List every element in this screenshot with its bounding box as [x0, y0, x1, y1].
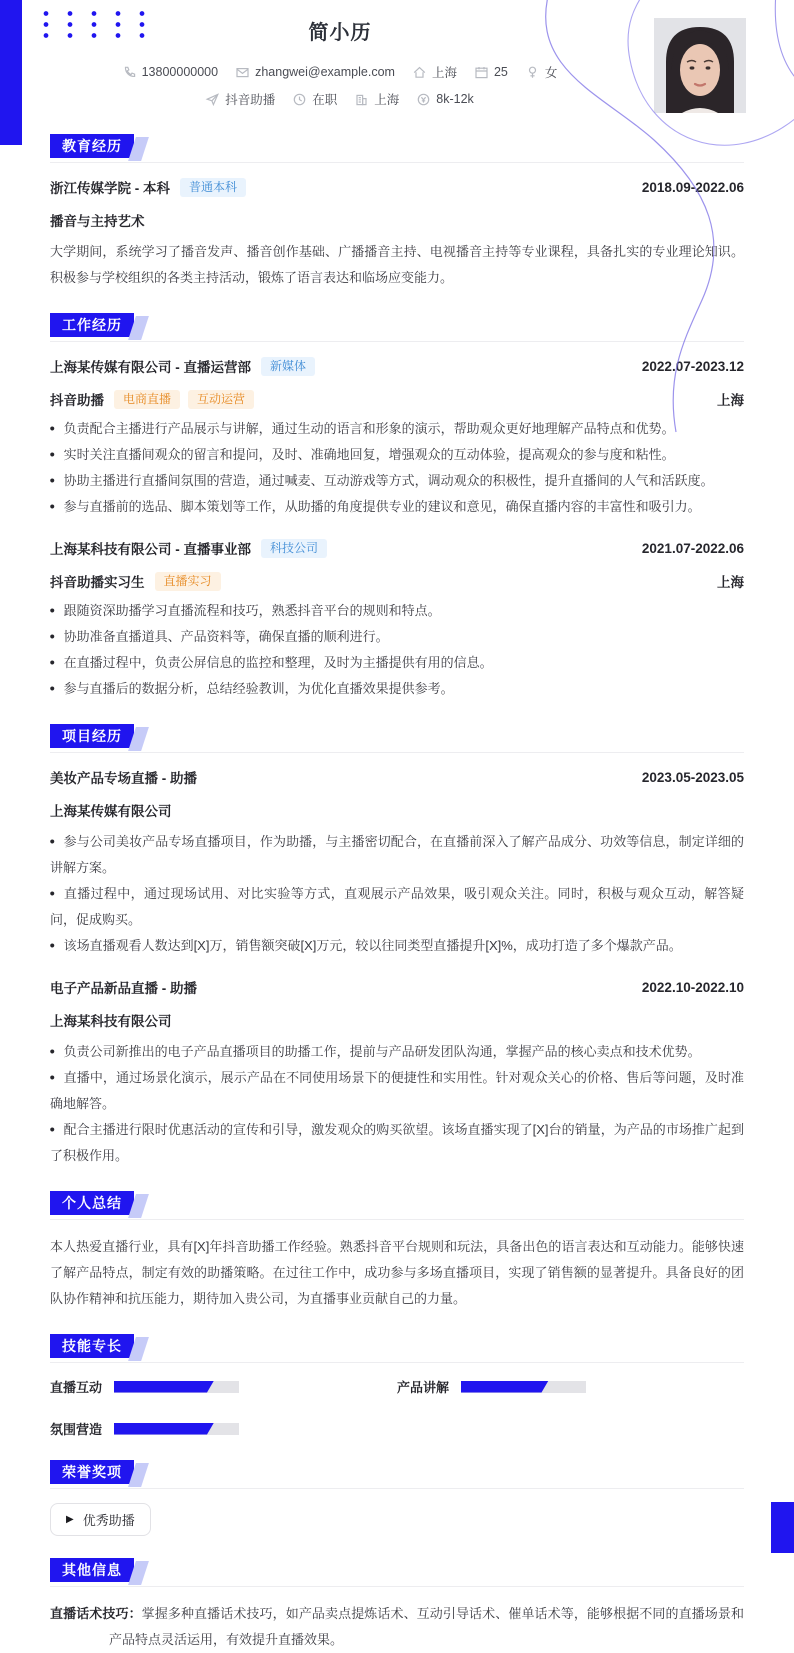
section-work: [50, 313, 744, 702]
contact-gender: [526, 63, 558, 81]
contact-email: [236, 65, 395, 79]
work-entry-1: [50, 356, 744, 520]
section-work-badge: 工作经历: [50, 313, 134, 337]
other-info-text: 掌握多种直播话术技巧，如产品卖点提炼话术、互动引导话术、催单话术等，能够根据不同的直播场景和产品特点灵活运用，有效提升直播效果。: [109, 1606, 744, 1647]
education-type-tag: 普通本科: [180, 178, 246, 197]
bullet-item: • 在直播过程中，负责公屏信息的监控和整理，及时为主播提供有用的信息。: [49, 653, 493, 672]
bullet-item: • 协助主播进行直播间氛围的营造，通过喊麦、互动游戏等方式，调动观众的积极性，提升直播间的人气和活跃度。: [49, 471, 714, 490]
resume-title: 简小历: [308, 22, 372, 44]
work-bullets: [50, 416, 744, 520]
section-summary-badge: 个人总结: [50, 1191, 134, 1215]
avatar: [654, 18, 746, 113]
bullet-item: • 参与直播后的数据分析，总结经验教训，为优化直播效果提供参考。: [49, 679, 454, 698]
contact-status: [293, 90, 337, 108]
section-skills-badge: 技能专长: [50, 1334, 134, 1358]
contact-row-2: [40, 90, 640, 108]
contact-salary: [417, 92, 474, 106]
contact-age: [475, 65, 508, 79]
phone-icon: [123, 66, 136, 79]
company-tag: 新媒体: [261, 357, 315, 376]
skills-grid: [50, 1377, 744, 1438]
project-name: 电子产品新品直播 - 助播: [50, 981, 197, 996]
section-projects-header: [50, 724, 744, 753]
project-date: 2023.05-2023.05: [641, 769, 744, 785]
bullet-item: • 直播中，通过场景化演示，展示产品在不同使用场景下的便捷性和实用性。针对观众关心的价格、售后等问题，及时准确地解答。: [49, 1068, 744, 1111]
major-name: 播音与主持艺术: [50, 214, 145, 229]
work-date: 2021.07-2022.06: [641, 540, 744, 556]
education-entry: [50, 177, 744, 291]
section-education-header: [50, 134, 744, 163]
education-date: 2018.09-2022.06: [641, 179, 744, 195]
section-honors-badge: 荣誉奖项: [50, 1460, 134, 1484]
skill-bar: [461, 1381, 586, 1393]
work-location: 上海: [717, 575, 744, 590]
position-name: 抖音助播: [50, 393, 104, 408]
project-bullets: [50, 1039, 744, 1169]
position-name: 抖音助播实习生: [50, 575, 145, 590]
section-projects: [50, 724, 744, 1169]
play-icon: ▶: [66, 1513, 74, 1525]
project-name: 美妆产品专场直播 - 助播: [50, 771, 197, 786]
bullet-item: • 协助准备直播道具、产品资料等，确保直播的顺利进行。: [49, 627, 389, 646]
section-work-header: [50, 313, 744, 342]
resume-content: [0, 134, 794, 1653]
other-info-label: 直播话术技巧：: [50, 1606, 142, 1621]
bullet-item: • 负责配合主播进行产品展示与讲解，通过生动的语言和形象的演示，帮助观众更好地理解产品特点和优势。: [49, 419, 675, 438]
work-entry-2: [50, 538, 744, 702]
skill-name: 氛围营造: [50, 1422, 103, 1437]
profile-photo: [654, 18, 746, 113]
gender-icon: [526, 66, 539, 79]
salary-icon: [417, 93, 430, 106]
bullet-item: • 负责公司新推出的电子产品直播项目的助播工作，提前与产品研发团队沟通，掌握产品的核心卖点和技术优势。: [49, 1042, 701, 1061]
contact-city: [413, 63, 457, 81]
section-projects-badge: 项目经历: [50, 724, 134, 748]
skill-name: 直播互动: [50, 1380, 103, 1395]
bullet-item: • 直播过程中，通过现场试用、对比实验等方式，直观展示产品效果，吸引观众关注。同时，积极与观众互动，解答疑问，促成购买。: [49, 884, 744, 927]
contact-intention: [206, 90, 275, 108]
contact-work-city: [355, 90, 399, 108]
send-icon: [206, 93, 219, 106]
other-info-item: [50, 1601, 744, 1653]
honor-text: 优秀助播: [82, 1513, 135, 1528]
bullet-item: • 该场直播观看人数达到[X]万，销售额突破[X]万元，较以往同类型直播提升[X]%，成功打造了多个爆款产品。: [49, 936, 682, 955]
section-education-badge: 教育经历: [50, 134, 134, 158]
section-summary: [50, 1191, 744, 1312]
position-tag: 互动运营: [188, 390, 254, 409]
contact-status-text: 在职: [312, 93, 338, 107]
skill-item: [50, 1419, 397, 1438]
work-date: 2022.07-2023.12: [641, 358, 744, 374]
skill-name: 产品讲解: [397, 1380, 450, 1395]
section-other-badge: 其他信息: [50, 1558, 134, 1582]
project-company: 上海某传媒有限公司: [50, 804, 172, 819]
work-location: 上海: [717, 393, 744, 408]
section-other-header: [50, 1558, 744, 1587]
mail-icon: [236, 66, 249, 79]
skill-bar: [114, 1381, 239, 1393]
clock-icon: [293, 93, 306, 106]
project-entry-2: [50, 977, 744, 1169]
section-skills-header: [50, 1334, 744, 1363]
section-honors-header: [50, 1460, 744, 1489]
section-education: [50, 134, 744, 291]
company-tag: 科技公司: [261, 539, 327, 558]
school-name: 浙江传媒学院 - 本科: [50, 181, 170, 196]
bullet-item: • 配合主播进行限时优惠活动的宣传和引导，激发观众的购买欲望。该场直播实现了[X]台的销量，为产品的市场推广起到了积极作用。: [49, 1120, 744, 1163]
calendar-icon: [475, 66, 488, 79]
contact-age-text: 25: [493, 65, 508, 79]
contact-row-1: [40, 63, 640, 81]
section-honors: [50, 1460, 744, 1536]
section-other: [50, 1558, 744, 1653]
position-tag: 电商直播: [114, 390, 180, 409]
contact-intention-text: 抖音助播: [225, 93, 276, 107]
project-company: 上海某科技有限公司: [50, 1014, 172, 1029]
skill-item: [50, 1377, 397, 1396]
summary-text: 本人热爱直播行业，具有[X]年抖音助播工作经验。熟悉抖音平台规则和玩法，具备出色的语言表达和互动能力。能够快速了解产品特点，制定有效的助播策略。在过往工作中，成功参与多场直播项目，实现了销售额的显著提升。具备良好的团队协作精神和抗压能力，期待加入贵公司，为直播事业贡献自己的力量。: [50, 1239, 744, 1306]
bullet-item: • 参与直播前的选品、脚本策划等工作，从助播的角度提供专业的建议和意见，确保直播内容的丰富性和吸引力。: [49, 497, 701, 516]
bullet-item: • 参与公司美妆产品专场直播项目，作为助播，与主播密切配合，在直播前深入了解产品成分、功效等信息，制定详细的讲解方案。: [49, 832, 744, 875]
skill-item: [397, 1377, 744, 1396]
building-icon: [355, 93, 368, 106]
section-summary-header: [50, 1191, 744, 1220]
corner-accent-bar-bottom-right: [771, 1502, 794, 1553]
section-skills: [50, 1334, 744, 1438]
bullet-item: • 跟随资深助播学习直播流程和技巧，熟悉抖音平台的规则和特点。: [49, 601, 441, 620]
contact-salary-text: 8k-12k: [436, 92, 474, 106]
contact-email-text: zhangwei@example.com: [255, 65, 395, 79]
skill-bar: [114, 1423, 239, 1435]
company-name: 上海某科技有限公司 - 直播事业部: [50, 542, 251, 557]
company-name: 上海某传媒有限公司 - 直播运营部: [50, 360, 251, 375]
honor-chip: [50, 1503, 151, 1536]
contact-work-city-text: 上海: [374, 93, 400, 107]
position-tag: 直播实习: [155, 572, 221, 591]
home-icon: [413, 66, 426, 79]
contact-phone: [123, 65, 218, 79]
project-date: 2022.10-2022.10: [641, 979, 744, 995]
bullet-item: • 实时关注直播间观众的留言和提问，及时、准确地回复，增强观众的互动体验，提高观众的参与度和粘性。: [49, 445, 675, 464]
project-bullets: [50, 829, 744, 959]
project-entry-1: [50, 767, 744, 959]
education-description: 大学期间，系统学习了播音发声、播音创作基础、广播播音主持、电视播音主持等专业课程，具备扎实的专业理论知识。积极参与学校组织的各类主持活动，锻炼了语言表达和临场应变能力。: [50, 244, 744, 285]
contact-phone-text: 13800000000: [141, 65, 219, 79]
contact-city-text: 上海: [431, 66, 457, 80]
work-bullets: [50, 598, 744, 702]
contact-gender-text: 女: [544, 66, 558, 80]
